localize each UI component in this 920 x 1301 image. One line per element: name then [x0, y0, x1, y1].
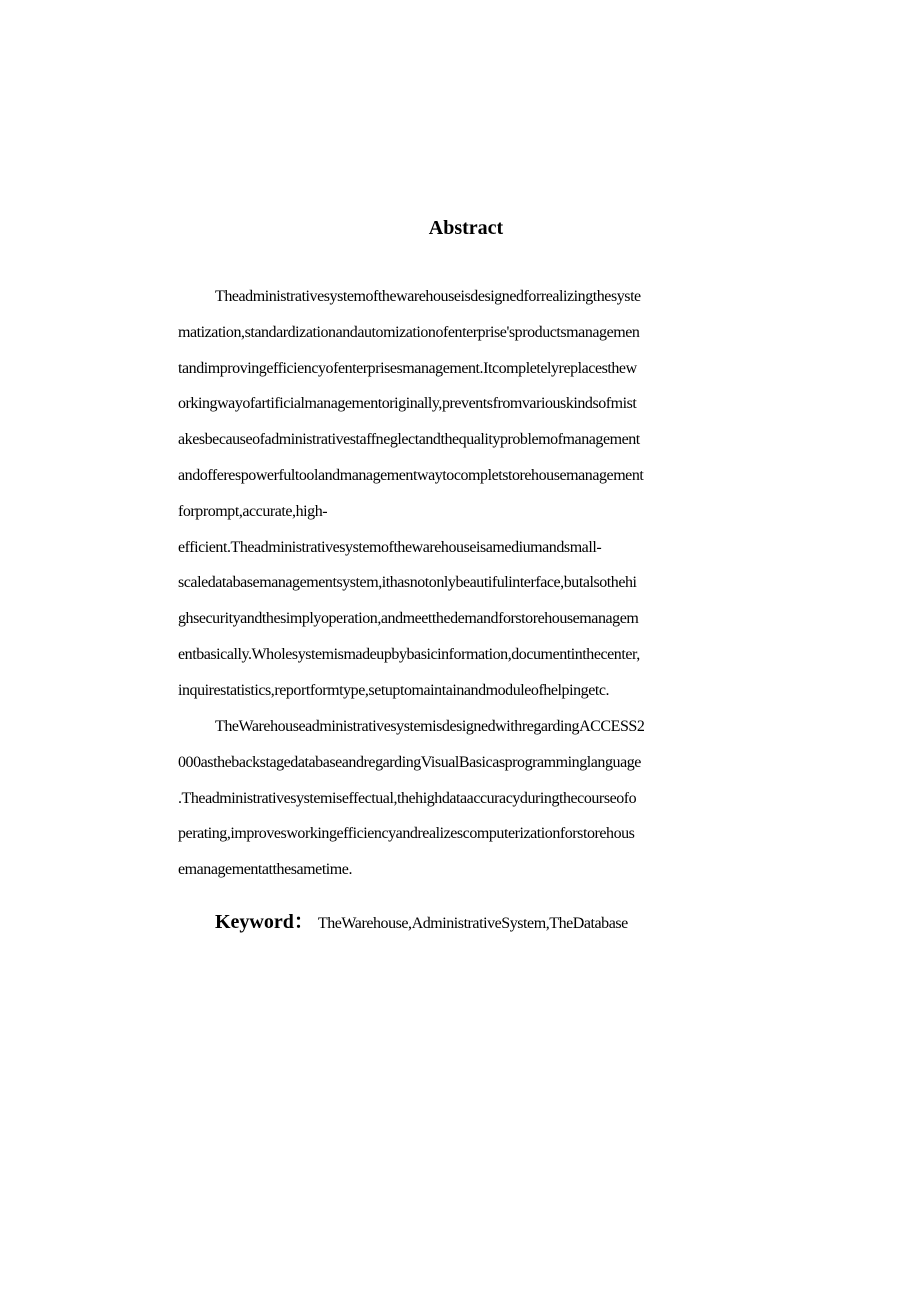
- paragraph-line: perating,improvesworkingefficiencyandrealizescomputerizationforstorehous: [178, 825, 635, 843]
- paragraph-line: matization,standardizationandautomizationofenterprise'sproductsmanagemen: [178, 323, 640, 341]
- paragraph-line: efficient.Theadministrativesystemofthewarehouseisamediumandsmall-: [178, 538, 602, 556]
- paragraph-line: Theadministrativesystemofthewarehouseisdesignedforrealizingthesyste: [215, 288, 641, 305]
- paragraph-line: akesbecauseofadministrativestaffneglectandthequalityproblemofmanagement: [178, 431, 640, 449]
- paragraph-line: scaledatabasemanagementsystem,ithasnotonlybeautifulinterface,butalsothehi: [178, 574, 637, 592]
- keyword-line: [215, 904, 628, 940]
- paragraph-line: ghsecurityandthesimplyoperation,andmeetthedemandforstorehousemanagem: [178, 610, 639, 628]
- keyword-label: Keyword：: [215, 911, 314, 933]
- paragraph-line: emanagementatthesametime.: [178, 861, 353, 879]
- paragraph-line: inquirestatistics,reportformtype,setuptomaintainandmoduleofhelpingetc.: [178, 681, 610, 699]
- abstract-paragraph-1: [178, 279, 758, 709]
- keyword-text: TheWarehouse,AdministrativeSystem,TheDatabase: [317, 915, 628, 932]
- paragraph-line: 000asthebackstagedatabaseandregardingVisualBasicasprogramminglanguage: [178, 753, 641, 771]
- paragraph-line: andofferespowerfultoolandmanagementwaytocompletstorehousemanagement: [178, 466, 644, 484]
- paragraph-line: tandimprovingefficiencyofenterprisesmanagement.Itcompletelyreplacesthew: [178, 359, 637, 377]
- paragraph-line: orkingwayofartificialmanagementoriginally,preventsfromvariouskindsofmist: [178, 395, 637, 413]
- paragraph-line: forprompt,accurate,high-: [178, 502, 328, 520]
- paragraph-line: .Theadministrativesystemiseffectual,thehighdataaccuracyduringthecourseofo: [178, 789, 637, 807]
- abstract-paragraph-2: [178, 709, 758, 888]
- abstract-title: Abstract: [428, 217, 504, 239]
- paragraph-line: TheWarehouseadministrativesystemisdesignedwithregardingACCESS2: [215, 718, 645, 735]
- paragraph-line: entbasically.Wholesystemismadeupbybasicinformation,documentinthecenter,: [178, 645, 640, 663]
